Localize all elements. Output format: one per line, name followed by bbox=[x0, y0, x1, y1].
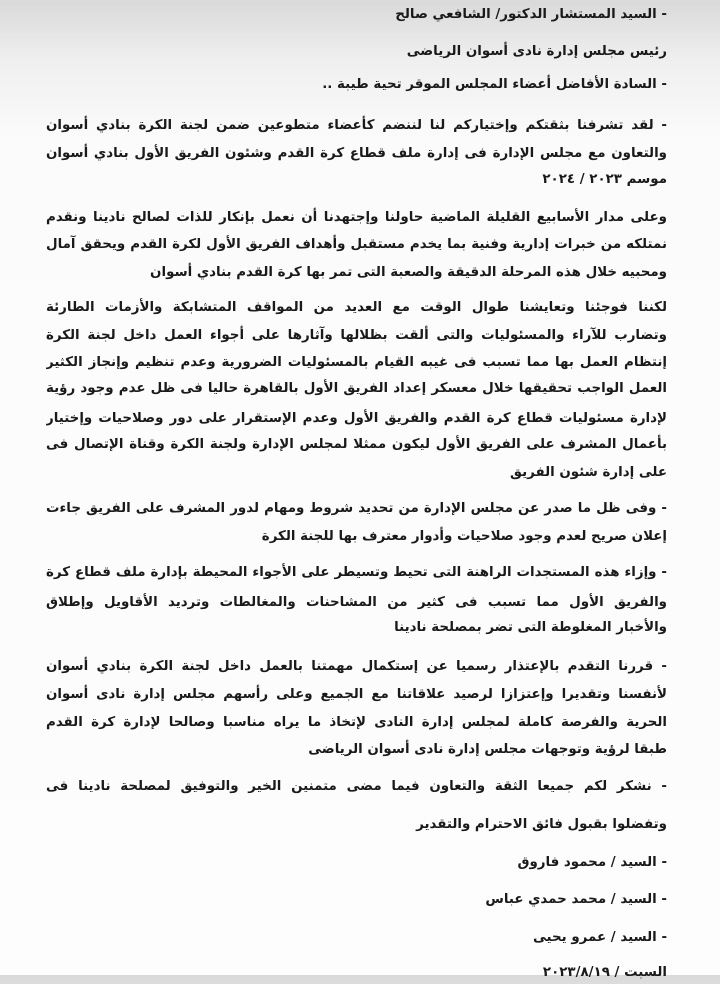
paragraph-line: والأخبار المغلوطة التى تضر بمصلحة نادينا bbox=[394, 620, 667, 635]
paragraph-line: العمل الواجب تحقيقها خلال معسكر إعداد الفريق الأول بالقاهرة حاليا فى ظل عدم وجود رؤية bbox=[46, 381, 667, 396]
paragraph-line: الحرية والفرصة كاملة لمجلس إدارة النادى لإتخاذ ما يراه مناسبا وصالحا لإدارة كرة القدم bbox=[46, 715, 667, 730]
signatory: - السيد / محمد حمدي عباس bbox=[485, 892, 667, 907]
signatory: - السيد / عمرو يحيى bbox=[532, 930, 667, 945]
paragraph-line: والفريق الأول مما تسبب فى كثير من المشاحنات والمغالطات وترديد الأقاويل وإطلاق bbox=[46, 595, 667, 610]
paragraph-line: إعلان صريح لعدم وجود صلاحيات وأدوار معترف بها للجنة الكرة bbox=[261, 529, 667, 544]
paragraph-line: - قررنا التقدم بالإعتذار رسميا عن إستكمال مهمتنا بالعمل داخل لجنة الكرة بنادي أسوان bbox=[46, 659, 667, 674]
paragraph-line: - نشكر لكم جميعا الثقة والتعاون فيما مضى متمنين الخير والتوفيق لمصلحة نادينا فى bbox=[46, 779, 667, 794]
addressee-title: رئيس مجلس إدارة نادى أسوان الرياضى bbox=[406, 44, 667, 59]
paragraph-line: طبقا لرؤية وتوجهات مجلس إدارة نادى أسوان الرياضى bbox=[308, 742, 667, 757]
greeting: - السادة الأفاضل أعضاء المجلس الموقر تحية طيبة .. bbox=[322, 77, 667, 92]
signatory: - السيد / محمود فاروق bbox=[517, 855, 667, 870]
paragraph-line: نمتلكه من خبرات إدارية وفنية بما يخدم مستقبل وأهداف الفريق الأول لكرة القدم ويحقق آمال bbox=[46, 237, 667, 252]
paragraph-line: لأنفسنا وتقديرا وإعتزازا لرصيد علاقاتنا مع الجميع وعلى رأسهم مجلس إدارة نادى أسوان bbox=[46, 687, 667, 702]
closing: وتفضلوا بقبول فائق الاحترام والتقدير bbox=[416, 817, 667, 832]
paragraph-line: ومحبيه خلال هذه المرحلة الدقيقة والصعبة التى تمر بها كرة القدم بنادي أسوان bbox=[150, 265, 667, 280]
paragraph-line: - لقد تشرفنا بثقتكم وإختياركم لنا لننضم كأعضاء متطوعين ضمن لجنة الكرة بنادي أسوان bbox=[46, 118, 667, 133]
paragraph-line: والتعاون مع مجلس الإدارة فى إدارة ملف قطاع كرة القدم وشئون الفريق الأول بنادي أسوان bbox=[46, 146, 667, 161]
paragraph-line: لكننا فوجئنا وتعايشنا طوال الوقت مع العديد من المواقف المتشابكة والأزمات الطارئة bbox=[46, 300, 667, 315]
paragraph-line: بأعمال المشرف على الفريق الأول ليكون ممثلا لمجلس الإدارة ولجنة الكرة وقناة الإتصال فى bbox=[46, 437, 667, 452]
paragraph-line: - وفى ظل ما صدر عن مجلس الإدارة من تحديد شروط ومهام لدور المشرف على الفريق جاءت bbox=[46, 501, 667, 516]
paragraph-line: وتضارب للآراء والمسئوليات والتى ألقت بظلالها وآثارها على أجواء العمل داخل لجنة الكرة bbox=[46, 328, 667, 343]
paragraph-line: على إدارة شئون الفريق bbox=[510, 465, 667, 480]
paragraph-line: إنتظام العمل بها مما تسبب فى غيبه القيام بالمسئوليات الضرورية وعدم تنظيم وإنجاز الكثير bbox=[46, 355, 667, 370]
paragraph-line: موسم ٢٠٢٣ / ٢٠٢٤ bbox=[542, 172, 667, 187]
paragraph-line: - وإزاء هذه المستجدات الراهنة التى تحيط وتسيطر على الأجواء المحيطة بإدارة ملف قطاع كرة bbox=[46, 565, 667, 580]
addressee: - السيد المستشار الدكتور/ الشافعي صالح bbox=[395, 7, 667, 22]
paragraph-line: لإدارة مسئوليات قطاع كرة القدم والفريق الأول وعدم الإستقرار على دور وصلاحيات وإختيار bbox=[46, 411, 667, 426]
date-line: السبت / ٢٠٢٣/٨/١٩ bbox=[542, 965, 667, 980]
paragraph-line: وعلى مدار الأسابيع القليلة الماضية حاولنا وإجتهدنا أن نعمل بإنكار للذات لصالح نادينا ونقدم bbox=[46, 210, 667, 225]
